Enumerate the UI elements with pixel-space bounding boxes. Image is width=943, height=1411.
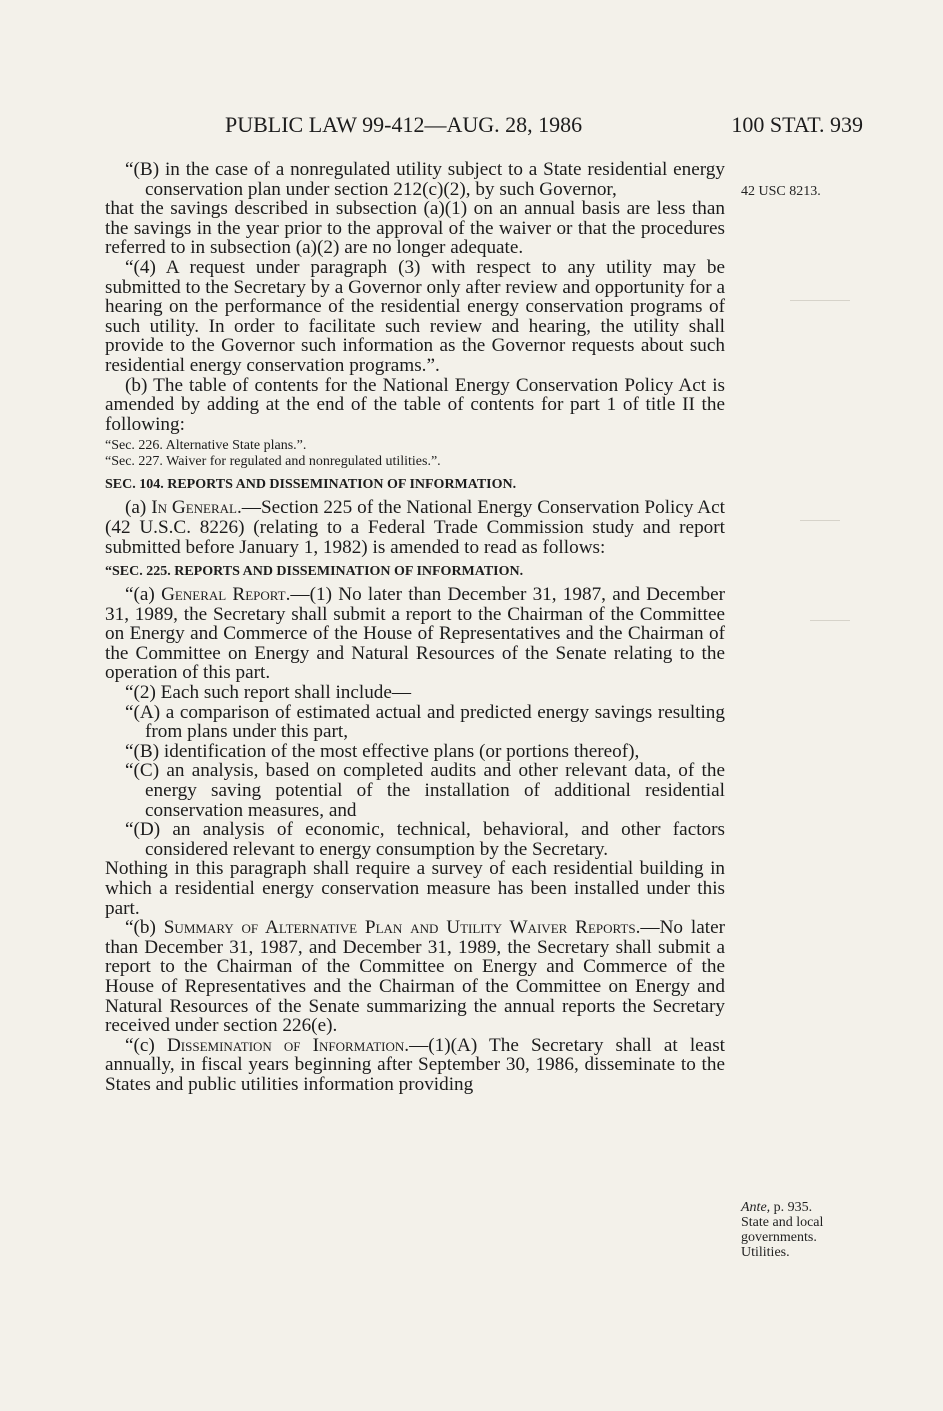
clause-a-comparison: “(A) a comparison of estimated actual and predicted energy savings resulting from plans under this part, — [125, 701, 725, 743]
margin-note-governments: governments. — [741, 1230, 817, 1245]
section-225-heading: “SEC. 225. REPORTS AND DISSEMINATION OF INFORMATION. — [105, 564, 524, 580]
dissemination-lead: “(c) — [125, 1034, 167, 1056]
paragraph-a-in-general — [105, 498, 725, 557]
general-report-heading: General Report. — [161, 584, 291, 606]
summary-text: —No later than December 31, 1987, and December 31, 1989, the Secretary shall submit a report to the Chairman of the Committee on Energy and Commerce of the House of Representatives and the Chairman of the Committee on Energy and Natural Resources of the Senate summarizing the annual reports the Secretary received under section 226(e). — [105, 917, 725, 1037]
clause-d-analysis: “(D) an analysis of economic, technical, behavioral, and other factors considered relevant to energy consumption by the Secretary. — [125, 819, 725, 860]
margin-note-ante-line — [741, 1200, 851, 1215]
dissemination-heading: Dissemination of Information. — [166, 1034, 410, 1056]
bleed-through-mark — [790, 300, 850, 331]
margin-note-ante — [741, 1200, 851, 1260]
paragraph-nothing-survey: Nothing in this paragraph shall require a survey of each residential building in which a residential energy conservation measure has been installed under this part. — [105, 858, 725, 919]
paragraph-b-nonregulated: “(B) in the case of a nonregulated utility subject to a State residential energy conservation plan under section 212(c)(2), by such Governor, — [125, 159, 725, 200]
page-header — [105, 112, 863, 142]
section-104-heading: SEC. 104. REPORTS AND DISSEMINATION OF INFORMATION. — [105, 477, 517, 493]
paragraph-a-text: —Section 225 of the National Energy Conservation Policy Act (42 U.S.C. 8226) (relating to a Federal Trade Commission study and report submitted before January 1, 1982) is amended to read as follows: — [105, 497, 726, 558]
toc-entry-227: “Sec. 227. Waiver for regulated and nonregulated utilities.”. — [105, 454, 441, 470]
summary-heading: Summary of Alternative Plan and Utility Waiver Reports. — [163, 917, 641, 939]
paragraph-summary-report — [105, 918, 725, 1036]
general-report-lead: “(a) — [125, 584, 162, 606]
paragraph-general-report — [105, 585, 725, 683]
margin-note-usc: 42 USC 8213. — [741, 184, 821, 199]
general-report-text: —(1) No later than December 31, 1987, and December 31, 1989, the Secretary shall submit a report to the Chairman of the Committee on Energy and Commerce of the House of Representatives and the Chairman of the Committee on Energy and Natural Resources of the Senate relating to the operation of this part. — [105, 584, 725, 684]
paragraph-2-report-include: “(2) Each such report shall include— — [125, 682, 412, 704]
paragraph-a-heading: In General. — [151, 497, 242, 519]
bleed-through-mark — [800, 520, 840, 529]
law-title: PUBLIC LAW 99-412—AUG. 28, 1986 — [225, 112, 583, 137]
margin-note-ante-page: p. 935. — [770, 1200, 813, 1215]
clause-b-identification: “(B) identification of the most effective plans (or portions thereof), — [125, 740, 640, 762]
bleed-through-mark — [810, 620, 850, 629]
body-text — [105, 160, 725, 1095]
paragraph-dissemination — [105, 1036, 725, 1095]
paragraph-a-lead: (a) — [125, 497, 152, 519]
margin-note-utilities: Utilities. — [741, 1245, 790, 1260]
margin-note-ante-italic: Ante, — [741, 1200, 771, 1215]
margin-note-state-local: State and local — [741, 1215, 824, 1230]
dissemination-text: —(1)(A) The Secretary shall at least annually, in fiscal years beginning after September 30, 1986, disseminate to the States and public utilities information providing — [105, 1034, 725, 1095]
summary-lead: “(b) — [125, 917, 164, 939]
clause-c-analysis: “(C) an analysis, based on completed audits and other relevant data, of the energy saving potential of the installation of additional residential conservation measures, and — [125, 760, 725, 821]
paragraph-4-request: “(4) A request under paragraph (3) with respect to any utility may be submitted to the Secretary by a Governor only after review and opportunity for a hearing on the performance of the residential energy conservation programs of such utility. In order to facilitate such review and hearing, the utility shall provide to the Governor such information as the Governor requests about such residential energy conservation programs.”. — [105, 256, 725, 376]
stat-number: 100 STAT. 939 — [731, 112, 863, 137]
paragraph-b-table-of-contents: (b) The table of contents for the National Energy Conservation Policy Act is amended by adding at the end of the table of contents for part 1 of title II the following: — [105, 374, 725, 435]
paragraph-savings: that the savings described in subsection (a)(1) on an annual basis are less than the savings in the year prior to the approval of the waiver or that the procedures referred to in subsection (a)(2) are no longer adequate. — [105, 198, 725, 259]
toc-entry-226: “Sec. 226. Alternative State plans.”. — [105, 438, 307, 454]
